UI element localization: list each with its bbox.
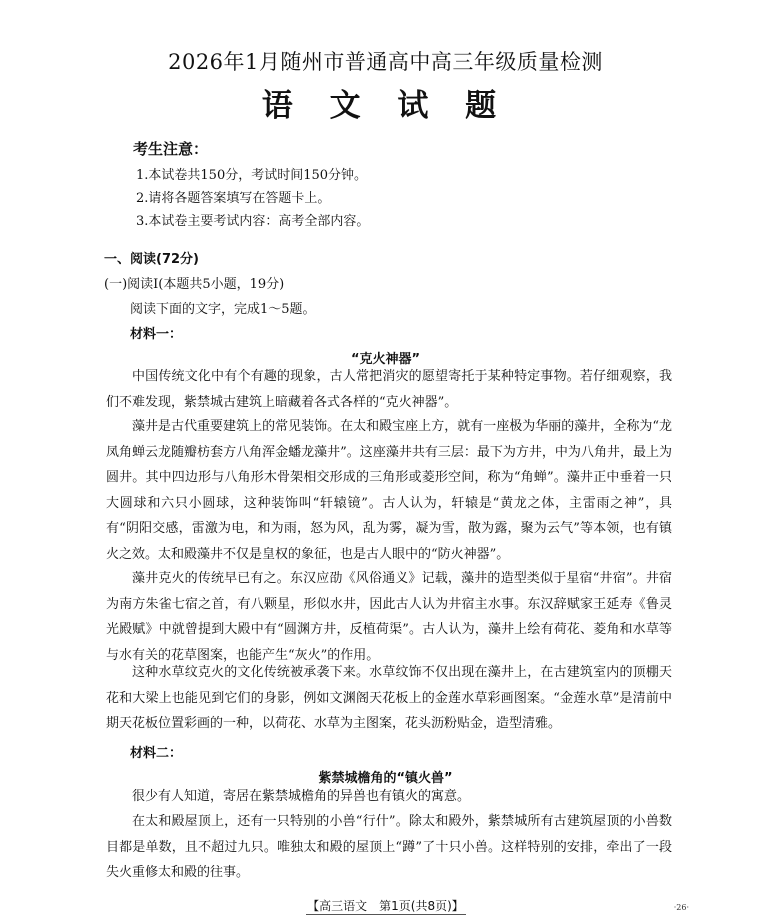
material1-label: 材料一： [130,327,183,342]
material2-title: 紫禁城檐角的“镇火兽” [318,771,453,786]
corner-mark: ·26· [673,903,689,912]
material1-title: “克火神器” [350,352,421,367]
notice-item: 2.请将各题答案填写在答题卡上。 [136,191,331,206]
page-footer: 【高三语文 第1页(共8页)】 [307,899,464,913]
material1-paragraph: 中国传统文化中有个有趣的现象，古人常把消灾的愿望寄托于某种特定事物。若仔细观察，我们不难发现，紫禁城古建筑上暗藏着各式各样的“克火神器”。 [106,369,672,410]
section-title: 一、阅读(72分) [104,252,199,267]
material2-paragraph: 很少有人知道，寄居在紫禁城檐角的异兽也有镇火的寓意。 [132,789,471,804]
notice-item: 3.本试卷主要考试内容：高考全部内容。 [136,214,370,229]
subject-title: 语 文 试 题 [261,88,510,124]
footer-rule [306,914,466,915]
material1-paragraph: 这种水草纹克火的文化传统被承袭下来。水草纹饰不仅出现在藻井上，在古建筑室内的顶棚天花和大梁上也能见到它们的身影，例如文渊阁天花板上的金莲水草彩画图案。“金莲水草”是清前中期天花板位置彩画的一种，以荷花、水草为主图案，花头沥粉贴金，造型清雅。 [106,665,672,731]
section-subtitle: (一)阅读Ⅰ(本题共5小题，19分) [104,277,285,292]
material1-paragraph: 藻井克火的传统早已有之。东汉应劭《风俗通义》记载，藻井的造型类似于星宿“井宿”。井宿为南方朱雀七宿之首，有八颗星，形似水井，因此古人认为井宿主水事。东汉辞赋家王延寿《鲁灵光殿赋》中就曾提到大殿中有“圆渊方井，反植荷渠”。古人认为，藻井上绘有荷花、菱角和水草等与水有关的花草图案，也能产生“灰火”的作用。 [106,571,672,663]
material2-label: 材料二： [130,746,183,761]
material2-paragraph: 在太和殿屋顶上，还有一只特别的小兽“行什”。除太和殿外，紫禁城所有古建筑屋顶的小兽数目都是单数，且不超过九只。唯独太和殿的屋顶上“蹲”了十只小兽。这样特别的安排，牵出了一段失火重修太和殿的往事。 [106,814,672,880]
exam-title: 2026年1月随州市普通高中高三年级质量检测 [168,50,603,74]
notice-item: 1.本试卷共150分，考试时间150分钟。 [136,168,368,183]
section-instruction: 阅读下面的文字，完成1～5题。 [130,302,316,317]
material1-paragraph: 藻井是古代重要建筑上的常见装饰。在太和殿宝座上方，就有一座极为华丽的藻井，全称为“龙凤角蝉云龙随瓣枋套方八角浑金蟠龙藻井”。这座藻井共有三层：最下为方井，中为八角井，最上为圆井。其中四边形与八角形木骨架相交形成的三角形或菱形空间，称为“角蝉”。藻井正中垂着一只大圆球和六只小圆球，这种装饰叫“轩辕镜”。古人认为，轩辕是“黄龙之体，主雷雨之神”，具有“阴阳交感，雷激为电，和为雨，怒为风，乱为雾，凝为雪，散为露，聚为云气”等本领，也有镇火之效。太和殿藻井不仅是皇权的象征，也是古人眼中的“防火神器”。 [106,419,672,562]
notice-heading: 考生注意： [133,140,209,158]
